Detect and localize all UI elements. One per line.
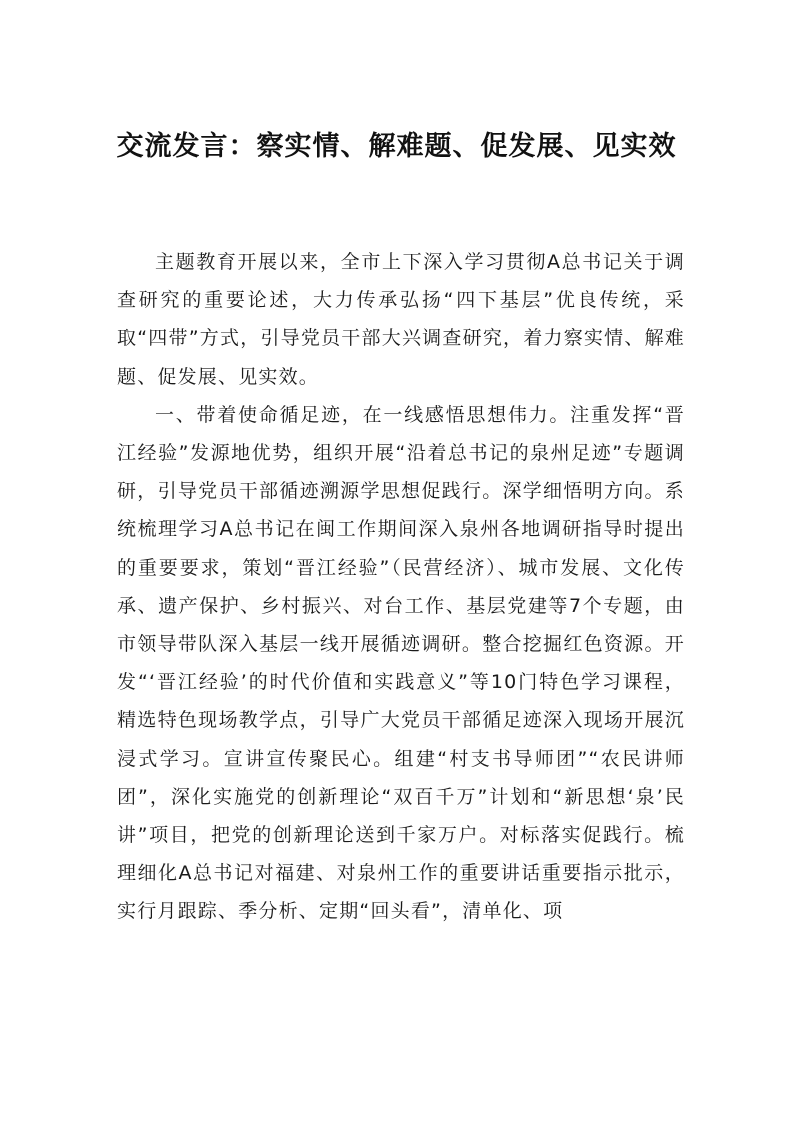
section-one-paragraph: 一、带着使命循足迹，在一线感悟思想伟力。注重发挥“晋江经验”发源地优势，组织开展“沿着总书记的泉州足迹”专题调研，引导党员干部循迹溯源学思想促践行。深学细悟明方向。系统梳理学习A总书记在闽工作期间深入泉州各地调研指导时提出的重要要求，策划“晋江经验”（民营经济）、城市发展、文化传承、遗产保护、乡村振兴、对台工作、基层党建等7个专题，由市领导带队深入基层一线开展循迹调研。整合挖掘红色资源。开发“‘晋江经验’的时代价值和实践意义”等10门特色学习课程，精选特色现场教学点，引导广大党员干部循足迹深入现场开展沉浸式学习。宣讲宣传聚民心。组建“村支书导师团”“农民讲师团”，深化实施党的创新理论“双百千万”计划和“新思想‘泉’民讲”项目，把党的创新理论送到千家万户。对标落实促践行。梳理细化A总书记对福建、对泉州工作的重要讲话重要指示批示，实行月跟踪、季分析、定期“回头看”，清单化、项 — [117, 403, 685, 923]
intro-paragraph: 主题教育开展以来，全市上下深入学习贯彻A总书记关于调查研究的重要论述，大力传承弘扬“四下基层”优良传统，采取“四带”方式，引导党员干部大兴调查研究，着力察实情、解难题、促发展、见实效。 — [117, 251, 685, 388]
document-body — [117, 243, 685, 931]
document-title: 交流发言：察实情、解难题、促发展、见实效 — [116, 131, 677, 162]
